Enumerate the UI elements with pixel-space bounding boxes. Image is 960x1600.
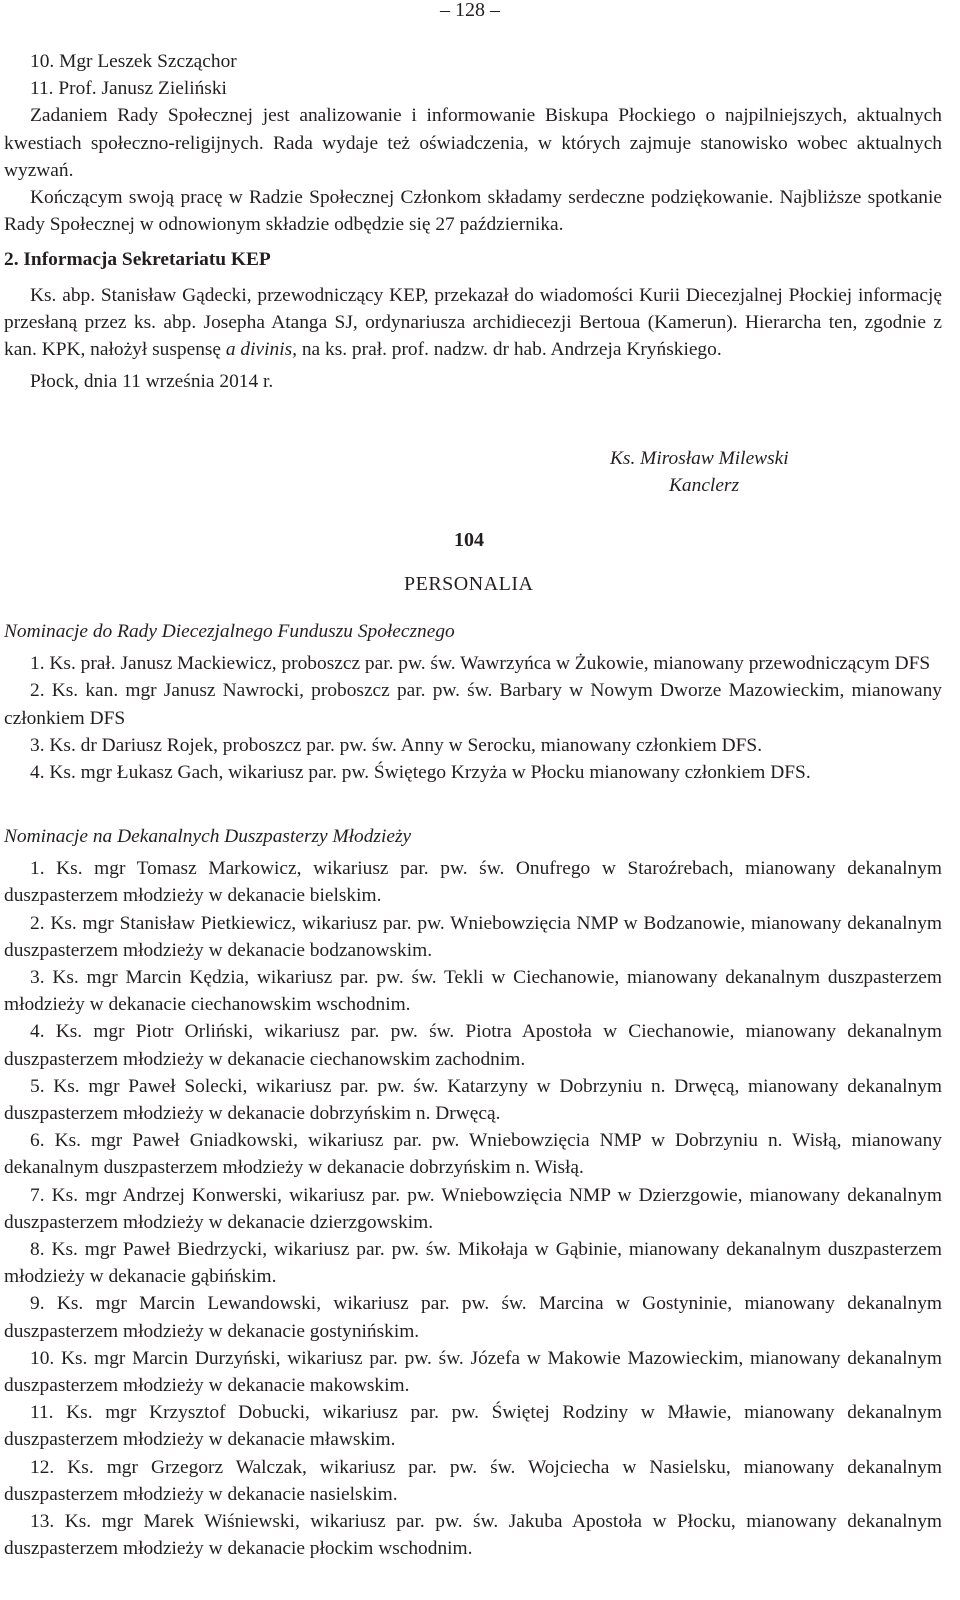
list-item: 10. Ks. mgr Marcin Durzyński, wikariusz par. pw. św. Józefa w Makowie Mazowieckim, mianowany dekanalnym duszpasterzem młodzieży w dekanacie makowskim. — [4, 1347, 942, 1397]
member-item: 11. Prof. Janusz Zieliński — [30, 78, 227, 100]
text-segment: na ks. prał. prof. nadzw. dr hab. Andrzeja Kryńskiego. — [297, 339, 722, 361]
signature-name: Ks. Mirosław Milewski — [610, 448, 789, 469]
list-item: 8. Ks. mgr Paweł Biedrzycki, wikariusz par. pw. św. Mikołaja w Gąbinie, mianowany dekanalnym duszpasterzem młodzieży w dekanacie gąbińskim. — [4, 1239, 942, 1288]
personalia-heading: PERSONALIA — [404, 573, 534, 595]
top-block — [4, 48, 942, 395]
list-item: 11. Ks. mgr Krzysztof Dobucki, wikariusz par. pw. Świętej Rodziny w Mławie, mianowany dekanalnym duszpasterzem młodzieży w dekanacie mławskim. — [4, 1402, 942, 1451]
list-item: 3. Ks. mgr Marcin Kędzia, wikariusz par. pw. św. Tekli w Ciechanowie, mianowany dekanalnym duszpasterzem młodzieży w dekanacie ciechanowskim wschodnim. — [4, 967, 942, 1016]
paragraph: Zadaniem Rady Społecznej jest analizowanie i informowanie Biskupa Płockiego o najpilniejszych, aktualnych kwestiach społeczno-religijnych. Rada wydaje też oświadczenia, w których zajmuje stanowisko wobec aktualnych wyzwań. — [4, 105, 942, 181]
dfs-heading: Nominacje do Rady Diecezjalnego Funduszu Społecznego — [4, 621, 455, 642]
dfs-block — [4, 618, 942, 786]
list-item: 7. Ks. mgr Andrzej Konwerski, wikariusz par. pw. Wniebowzięcia NMP w Dzierzgowie, mianowany dekanalnym duszpasterzem młodzieży w dekanacie dzierzgowskim. — [4, 1184, 942, 1233]
list-item: 4. Ks. mgr Piotr Orliński, wikariusz par. pw. św. Piotra Apostoła w Ciechanowie, mianowany dekanalnym duszpasterzem młodzieży w dekanacie ciechanowskim zachodnim. — [4, 1021, 942, 1070]
paragraph — [4, 282, 942, 364]
italic-phrase: a divinis, — [225, 339, 297, 361]
page-number: – 128 – — [440, 0, 500, 21]
member-item: 10. Mgr Leszek Szcząchor — [30, 51, 237, 72]
youth-block — [4, 823, 942, 1562]
text-segment: Ks. abp. Stanisław Gądecki, przewodniczący KEP, przekazał do wiadomości Kurii Diecezjalnej Płockiej informację przesłaną przez ks. abp. Josepha Atanga SJ, ordynariusza archidiecezji Bertoua (Kamerun). Hierarcha ten, zgodnie z kan. KPK, nałożył suspensę — [4, 284, 942, 361]
place-date: Płock, dnia 11 września 2014 r. — [30, 371, 274, 393]
paragraph: Kończącym swoją pracę w Radzie Społecznej Członkom składamy serdeczne podziękowanie. Najbliższe spotkanie Rady Społecznej w odnowionym składzie odbędzie się 27 października. — [4, 187, 942, 236]
dfs-list — [4, 650, 942, 786]
document-number: 104 — [454, 529, 484, 551]
list-item: 9. Ks. mgr Marcin Lewandowski, wikariusz par. pw. św. Marcina w Gostyninie, mianowany dekanalnym duszpasterzem młodzieży w dekanacie gostynińskim. — [4, 1293, 942, 1342]
list-item: 2. Ks. kan. mgr Janusz Nawrocki, proboszcz par. pw. św. Barbary w Nowym Dworze Mazowieckim, mianowany członkiem DFS — [4, 680, 942, 729]
list-item: 6. Ks. mgr Paweł Gniadkowski, wikariusz par. pw. Wniebowzięcia NMP w Dobrzyniu n. Wisłą, mianowany dekanalnym duszpasterzem młodzieży w dekanacie dobrzyńskim n. Wisłą. — [4, 1130, 942, 1179]
list-item: 12. Ks. mgr Grzegorz Walczak, wikariusz par. pw. św. Wojciecha w Nasielsku, mianowany dekanalnym duszpasterzem młodzieży w dekanacie nasielskim. — [4, 1456, 942, 1505]
list-item: 13. Ks. mgr Marek Wiśniewski, wikariusz par. pw. św. Jakuba Apostoła w Płocku, mianowany dekanalnym duszpasterzem młodzieży w dekanacie płockim wschodnim. — [4, 1511, 942, 1560]
youth-list — [4, 855, 942, 1562]
signature-role: Kanclerz — [669, 475, 740, 496]
list-item: 1. Ks. mgr Tomasz Markowicz, wikariusz par. pw. św. Onufrego w Staroźrebach, mianowany dekanalnym duszpasterzem młodzieży w dekanacie bielskim. — [4, 858, 942, 907]
youth-heading: Nominacje na Dekanalnych Duszpasterzy Młodzieży — [4, 826, 412, 847]
list-item: 4. Ks. mgr Łukasz Gach, wikariusz par. pw. Świętego Krzyża w Płocku mianowany członkiem DFS. — [30, 762, 811, 784]
list-item: 2. Ks. mgr Stanisław Pietkiewicz, wikariusz par. pw. Wniebowzięcia NMP w Bodzanowie, mianowany dekanalnym duszpasterzem młodzieży w dekanacie bodzanowskim. — [4, 912, 942, 961]
list-item: 3. Ks. dr Dariusz Rojek, proboszcz par. pw. św. Anny w Serocku, mianowany członkiem DFS. — [30, 734, 763, 756]
section-title: 2. Informacja Sekretariatu KEP — [4, 249, 271, 271]
list-item: 1. Ks. prał. Janusz Mackiewicz, proboszcz par. pw. św. Wawrzyńca w Żukowie, mianowany przewodniczącym DFS — [30, 653, 931, 675]
list-item: 5. Ks. mgr Paweł Solecki, wikariusz par. pw. św. Katarzyny w Dobrzyniu n. Drwęcą, mianowany dekanalnym duszpasterzem młodzieży w dekanacie dobrzyńskim n. Drwęcą. — [4, 1075, 942, 1125]
